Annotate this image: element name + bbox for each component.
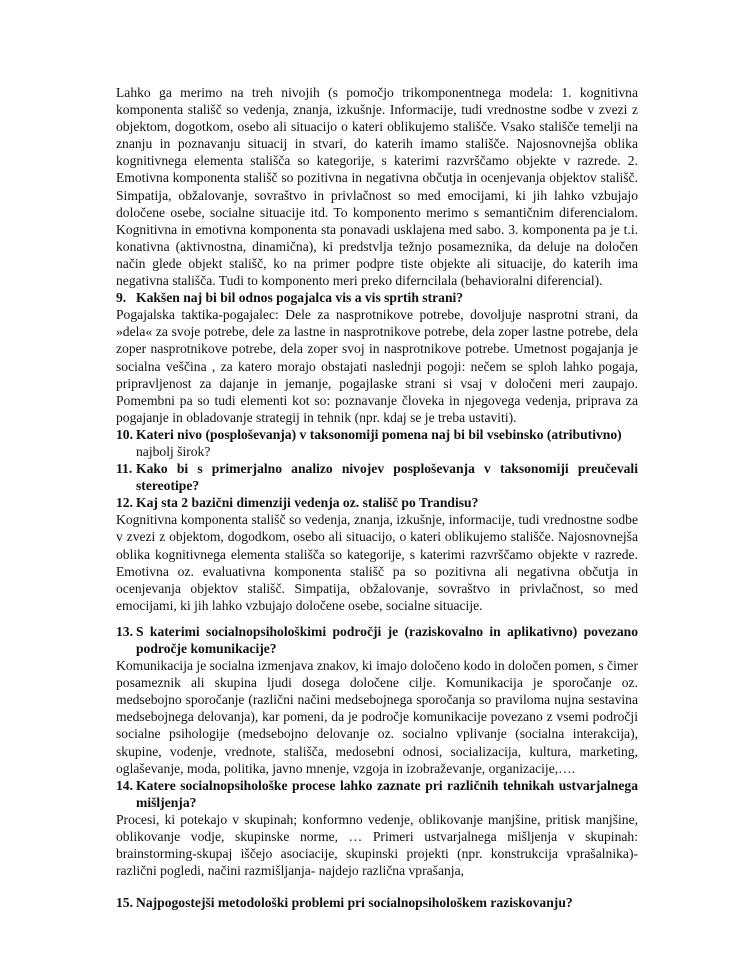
- question-text: Najpogostejši metodološki problemi pri socialnopsihološkem raziskovanju?: [136, 895, 573, 911]
- question-number: 12.: [116, 495, 133, 511]
- question-15: [116, 894, 638, 911]
- question-number: 14.: [116, 777, 133, 793]
- question-text-tail: najbolj širok?: [136, 443, 211, 459]
- question-number: 10.: [116, 426, 133, 442]
- question-13: [116, 623, 638, 657]
- paragraph-three-component-model: Lahko ga merimo na treh nivojih (s pomočjo trikomponentnega modela: 1. kognitivna komponenta stališč so vedenja, znanja, izkušnje. Informacije, tudi vrednostne sodbe v zvezi z objektom, dogotkom, osebo ali situacijo o kateri oblikujemo stališče. Vsako stališče temelji na znanju in poznavanju situacij in stvari, do katerih imamo stališče. Najosnovnejša oblika kognitivnega elementa stališča so kategorije, s katerimi razvrščamo objekte v razrede. 2. Emotivna komponenta stališč so pozitivna in negativna občutja in ocenjevanja objektov stališč. Simpatija, obžalovanje, sovraštvo in privlačnost so med emocijami, ki jih lahko vzbujajo določene osebe, socialne situacije itd. To komponento merimo s semantičnim diferencialom. Kognitivna in emotivna komponenta sta ponavadi usklajena med sabo. 3. komponenta pa je t.i. konativna (aktivnostna, dinamična), ki predstvlja težnjo posameznika, da deluje na določen način glede objekt stališč, ko na primer podpre tiste objekte ali situacije, do katerih ima negativna stališča. Tudi to komponento meri preko diferncilala (behavioralni diferencial).: [116, 85, 638, 289]
- question-text: Kako bi s primerjalno analizo nivojev posploševanja v taksonomiji preučevali stereotipe?: [136, 461, 638, 494]
- question-text: Katere socialnopsihološke procese lahko zaznate pri različnih tehnikah ustvarjalnega mišljenja?: [136, 777, 638, 810]
- question-number: 15.: [116, 895, 133, 911]
- question-text: Kaj sta 2 bazični dimenziji vedenja oz. stališč po Trandisu?: [136, 495, 479, 511]
- paragraph-communication: Komunikacija je socialna izmenjava znakov, ki imajo določeno kodo in določen pomen, s čimer posameznik ali skupina ljudi dosega določene cilje. Komunikacija je sporočanje oz. medsebojno sporočanje (različni načini medsebojnega sporočanja so praviloma nujna sestavina medsebojnega delovanja), kar pomeni, da je področje komunikacije povezano z vsemi področji socialne psihologije (medsebojno delovanje oz. socialno vplivanje (socialna interakcija), skupine, vodenje, vrednote, stališča, medosebni odnosi, socializacija, kultura, marketing, oglaševanje, moda, politika, javno mnenje, vzgoja in izobraževanje, organizacije,….: [116, 658, 638, 776]
- question-number: 11.: [116, 461, 133, 477]
- paragraph-negotiation: Pogajalska taktika-pogajalec: Dele za nasprotnikove potrebe, dovoljuje nasprotni strani, da »dela« za svoje potrebe, dele za lastne in nasprotnikove potrebe, dela zoper lastne potrebe, dela zoper nasprotnikove potrebe, dela zoper svoj in nasprotnikove potrebe. Umetnost pogajanja je socialna veščina , za katero morajo obstajati naslednji pogoji: nečem se sploh lahko pogaja, pripravljenost za dajanje in jemanje, pogajlaske strani si vsaj v določeni meri zaupajo. Pomembni pa so tudi elementi kot so: poznavanje človeka in njegovega vedenja, priprava za pogajanje in obladovanje strategij in tehnik (npr. kdaj se je treba ustaviti).: [116, 307, 638, 425]
- question-12: [116, 494, 638, 511]
- question-9: [116, 289, 638, 306]
- question-number: 9.: [116, 290, 127, 306]
- question-10: [116, 426, 638, 460]
- question-text: S katerimi socialnopsihološkimi področji je (raziskovalno in aplikativno) povezano področje komunikacije?: [136, 623, 638, 656]
- question-number: 13.: [116, 623, 133, 639]
- question-11: [116, 460, 638, 494]
- document-page: [116, 84, 638, 911]
- paragraph-group-processes: Procesi, ki potekajo v skupinah; konformno vedenje, oblikovanje manjšine, pritisk manjšine, oblikovanje vodje, skupinske norme, … Primeri ustvarjalnega mišljenja v skupinah: brainstorming-skupaj iščejo asociacije, skupinski projekti (npr. konstrukcija vprašalnika)- različni pogledi, načini razmišljanja- najdejo različna vprašanja,: [116, 811, 638, 879]
- paragraph-cognitive-emotive: Kognitivna komponenta stališč so vedenja, znanja, izkušnje, informacije, tudi vrednostne sodbe v zvezi z objektom, dogodkom, osebo ali situacijo, o kateri oblikujemo stališče. Najosnovnejša oblika kognitivnega elementa stališča so kategorije, s katerimi razvrščamo objekte v razrede. Emotivna oz. evaluativna komponenta stališč pa so pozitivna ali negativna občutja in ocenjevanja objektov stališč. Simpatija, obžalovanje, sovraštvo in privlačnost, so med emocijami, ki jih lahko vzbujajo določene osebe, socialne situacije.: [116, 512, 638, 613]
- question-14: [116, 777, 638, 811]
- question-text: Kateri nivo (posploševanja) v taksonomiji pomena naj bi bil vsebinsko (atributivno): [136, 426, 622, 442]
- question-text: Kakšen naj bi bil odnos pogajalca vis a vis sprtih strani?: [136, 290, 464, 306]
